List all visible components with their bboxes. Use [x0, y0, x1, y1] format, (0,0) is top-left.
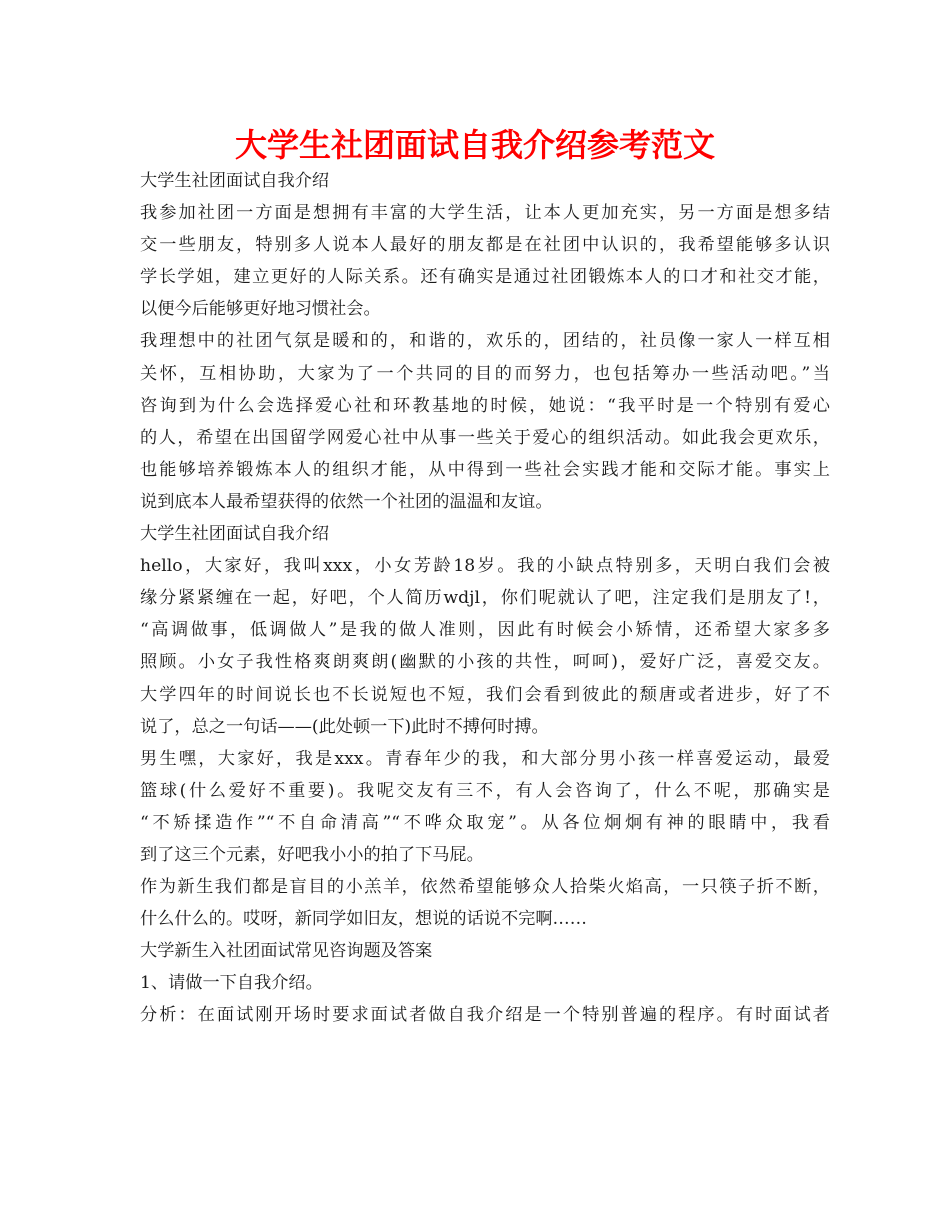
document-title: 大学生社团面试自我介绍参考范文	[234, 126, 715, 164]
text-line: 关怀，互相协助，大家为了一个共同的目的而努力，也包括筹办一些活动吧。”当	[140, 363, 830, 384]
text-line: 我参加社团一方面是想拥有丰富的大学生活，让本人更加充实，另一方面是想多结	[140, 203, 830, 224]
text-line: 说到底本人最希望获得的依然一个社团的温温和友谊。	[140, 491, 553, 512]
text-line: 咨询到为什么会选择爱心社和环教基地的时候，她说：“我平时是一个特别有爱心	[140, 395, 830, 416]
text-line: 大学新生入社团面试常见咨询题及答案	[140, 941, 433, 962]
text-line: 以便今后能够更好地习惯社会。	[140, 299, 381, 320]
text-line: 我理想中的社团气氛是暖和的，和谐的，欢乐的，团结的，社员像一家人一样互相	[140, 331, 830, 352]
text-line: 什么什么的。哎呀，新同学如旧友，想说的话说不完啊……	[140, 909, 587, 930]
text-line: 照顾。小女子我性格爽朗爽朗(幽默的小孩的共性，呵呵)，爱好广泛，喜爱交友。	[140, 652, 830, 673]
text-line: 交一些朋友，特别多人说本人最好的朋友都是在社团中认识的，我希望能够多认识	[140, 235, 830, 256]
text-line: 也能够培养锻炼本人的组织才能，从中得到一些社会实践才能和交际才能。事实上	[140, 459, 830, 480]
document-body	[140, 165, 830, 1032]
text-line: 篮球(什么爱好不重要)。我呢交友有三不，有人会咨询了，什么不呢，那确实是	[140, 780, 830, 801]
text-line: 的人，希望在出国留学网爱心社中从事一些关于爱心的组织活动。如此我会更欢乐，	[140, 427, 830, 448]
text-line: 男生嘿，大家好，我是xxx。青春年少的我，和大部分男小孩一样喜爱运动，最爱	[140, 748, 830, 769]
text-line: “不矫揉造作”“不自命清高”“不哗众取宠”。从各位炯炯有神的眼睛中，我看	[140, 812, 830, 833]
text-line: 大学生社团面试自我介绍	[140, 171, 330, 191]
text-line: 分析：在面试刚开场时要求面试者做自我介绍是一个特别普遍的程序。有时面试者	[140, 1005, 830, 1026]
text-line: hello，大家好，我叫xxx，小女芳龄18岁。我的小缺点特别多，天明白我们会被	[140, 556, 830, 577]
text-line: 1、请做一下自我介绍。	[140, 973, 323, 994]
text-line: 说了，总之一句话——(此处顿一下)此时不搏何时搏。	[140, 716, 549, 737]
text-line: 到了这三个元素，好吧我小小的拍了下马屁。	[140, 844, 484, 865]
text-line: 大学四年的时间说长也不长说短也不短，我们会看到彼此的颓唐或者进步，好了不	[140, 684, 830, 705]
text-line: “高调做事，低调做人”是我的做人准则，因此有时候会小矫情，还希望大家多多	[140, 620, 830, 641]
text-line: 缘分紧紧缠在一起，好吧，个人简历wdjl，你们呢就认了吧，注定我们是朋友了!，	[140, 588, 830, 609]
text-line: 大学生社团面试自我介绍	[140, 524, 330, 545]
text-line: 学长学姐，建立更好的人际关系。还有确实是通过社团锻炼本人的口才和社交才能，	[140, 267, 830, 288]
text-line: 作为新生我们都是盲目的小羔羊，依然希望能够众人拾柴火焰高，一只筷子折不断，	[140, 877, 830, 898]
